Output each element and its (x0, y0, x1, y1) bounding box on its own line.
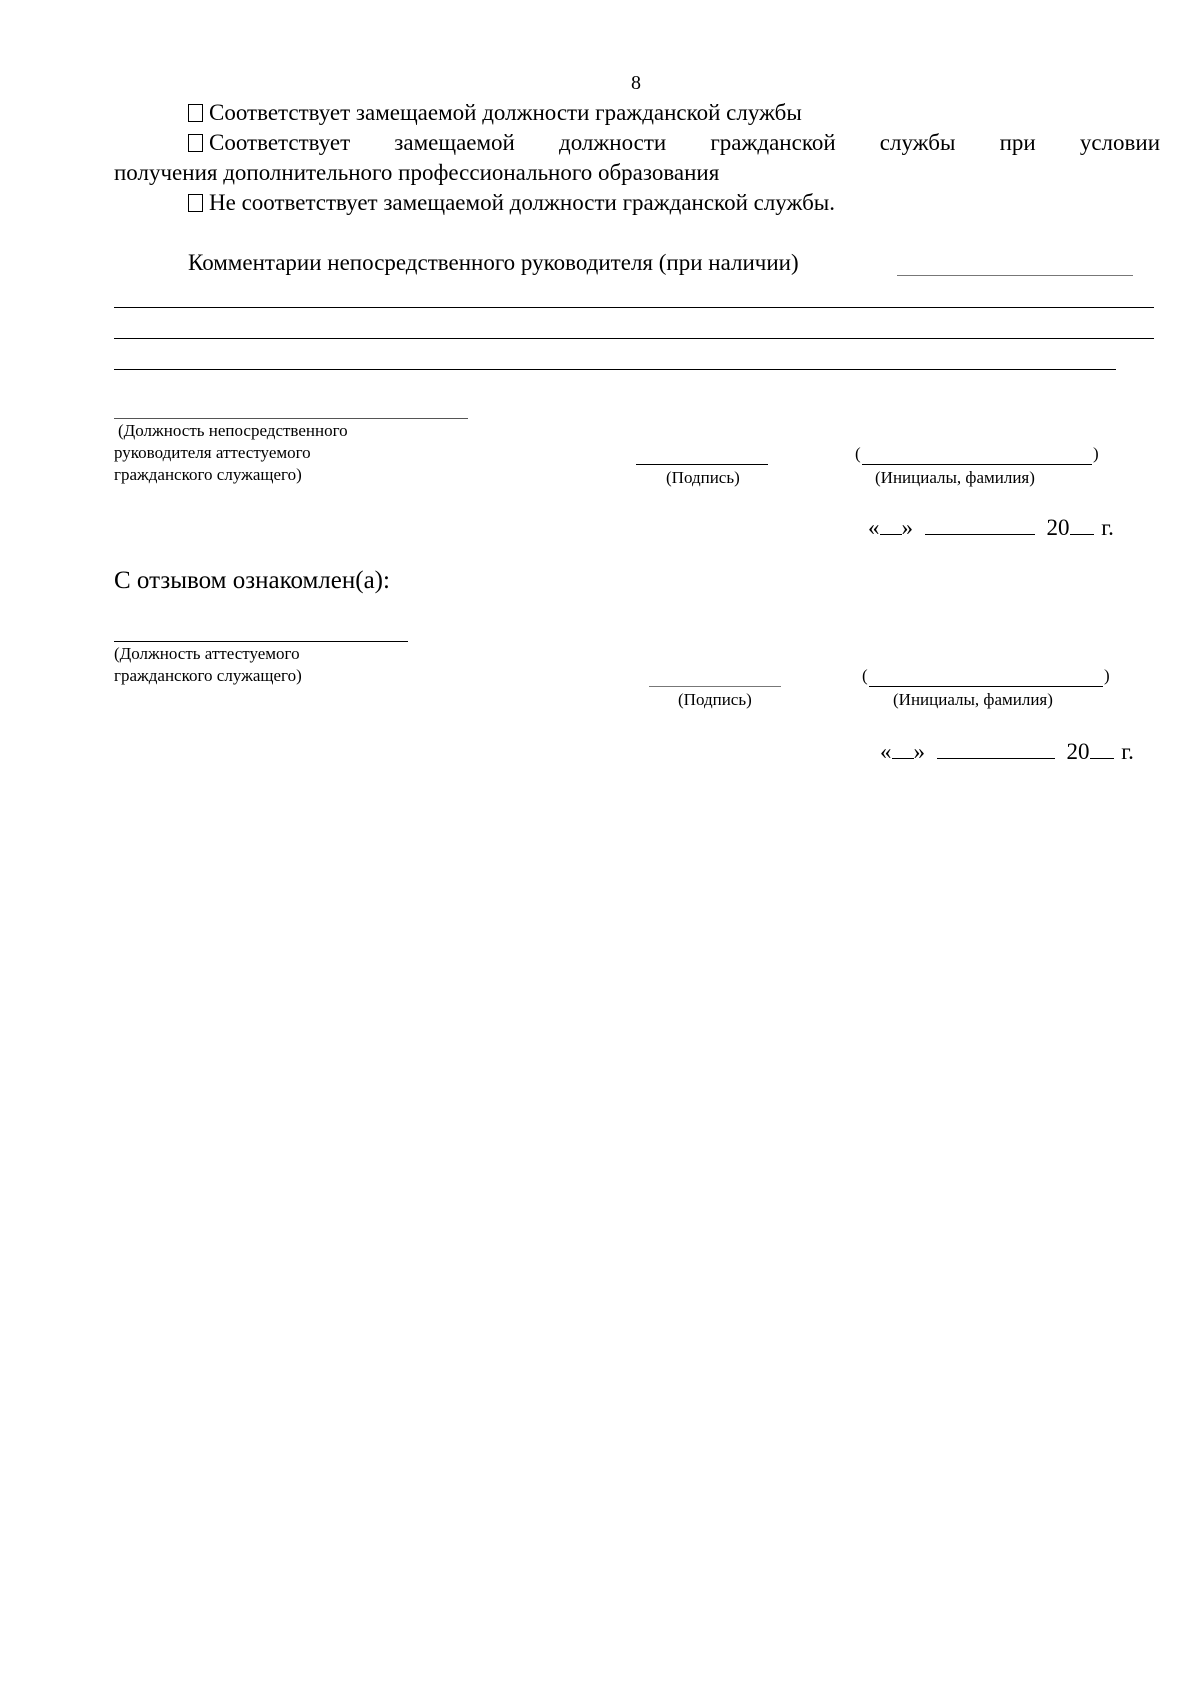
comments-label: Комментарии непосредственного руководителя (при наличии) (188, 250, 799, 275)
manager-date (868, 514, 1114, 542)
option-not-corresponds-label: Не соответствует замещаемой должности гражданской службы. (209, 190, 835, 215)
option-corresponds-with-training (188, 128, 1160, 158)
employee-position-field[interactable] (114, 641, 408, 642)
option-corresponds (188, 98, 802, 128)
manager-open-paren: ( (855, 444, 861, 463)
manager-position-caption-1: (Должность непосредственного (118, 421, 348, 440)
manager-date-year-suffix: г. (1101, 515, 1114, 540)
comments-line-3[interactable] (114, 369, 1116, 370)
option-corresponds-with-training-label-line1: Соответствует замещаемой должности гражданской службы при условии (209, 130, 1160, 155)
comments-line-1[interactable] (114, 307, 1154, 308)
employee-signature-caption: (Подпись) (678, 690, 752, 709)
manager-date-quote-close: » (901, 515, 913, 540)
manager-initials-field[interactable] (862, 464, 1092, 465)
comments-line-2[interactable] (114, 338, 1154, 339)
manager-close-paren: ) (1093, 444, 1099, 463)
employee-close-paren: ) (1104, 666, 1110, 685)
option-corresponds-label: Соответствует замещаемой должности гражданской службы (209, 100, 802, 125)
manager-date-year-prefix: 20 (1046, 515, 1070, 540)
option-corresponds-checkbox[interactable] (188, 104, 203, 122)
option-corresponds-with-training-checkbox[interactable] (188, 134, 203, 152)
manager-date-month-field[interactable] (925, 516, 1035, 535)
option-not-corresponds-checkbox[interactable] (188, 194, 203, 212)
manager-position-caption-2: руководителя аттестуемого (114, 443, 311, 462)
employee-date-month-field[interactable] (937, 740, 1055, 759)
employee-signature-field[interactable] (649, 686, 781, 687)
employee-date-year-suffix: г. (1121, 739, 1134, 764)
manager-date-day-field[interactable] (880, 516, 902, 535)
page-number: 8 (631, 72, 641, 94)
option-not-corresponds (188, 188, 835, 218)
employee-date-day-field[interactable] (892, 740, 914, 759)
employee-position-caption-2: гражданского служащего) (114, 666, 302, 685)
acknowledged-label: С отзывом ознакомлен(а): (114, 567, 390, 594)
manager-initials-caption: (Инициалы, фамилия) (875, 468, 1035, 487)
employee-date-quote-close: » (913, 739, 925, 764)
employee-position-caption-1: (Должность аттестуемого (114, 644, 300, 663)
manager-signature-field[interactable] (636, 464, 768, 465)
employee-date-year-prefix: 20 (1066, 739, 1090, 764)
employee-initials-caption: (Инициалы, фамилия) (893, 690, 1053, 709)
employee-date-quote-open: « (880, 739, 892, 764)
manager-signature-caption: (Подпись) (666, 468, 740, 487)
manager-position-field[interactable] (114, 418, 468, 419)
employee-initials-field[interactable] (869, 686, 1103, 687)
manager-date-year-field[interactable] (1070, 516, 1094, 535)
employee-date (880, 738, 1134, 766)
manager-position-caption-3: гражданского служащего) (114, 465, 302, 484)
manager-date-quote-open: « (868, 515, 880, 540)
option-corresponds-with-training-line2: получения дополнительного профессионального образования (114, 160, 720, 185)
comments-inline-field[interactable] (897, 275, 1133, 276)
employee-date-year-field[interactable] (1090, 740, 1114, 759)
employee-open-paren: ( (862, 666, 868, 685)
